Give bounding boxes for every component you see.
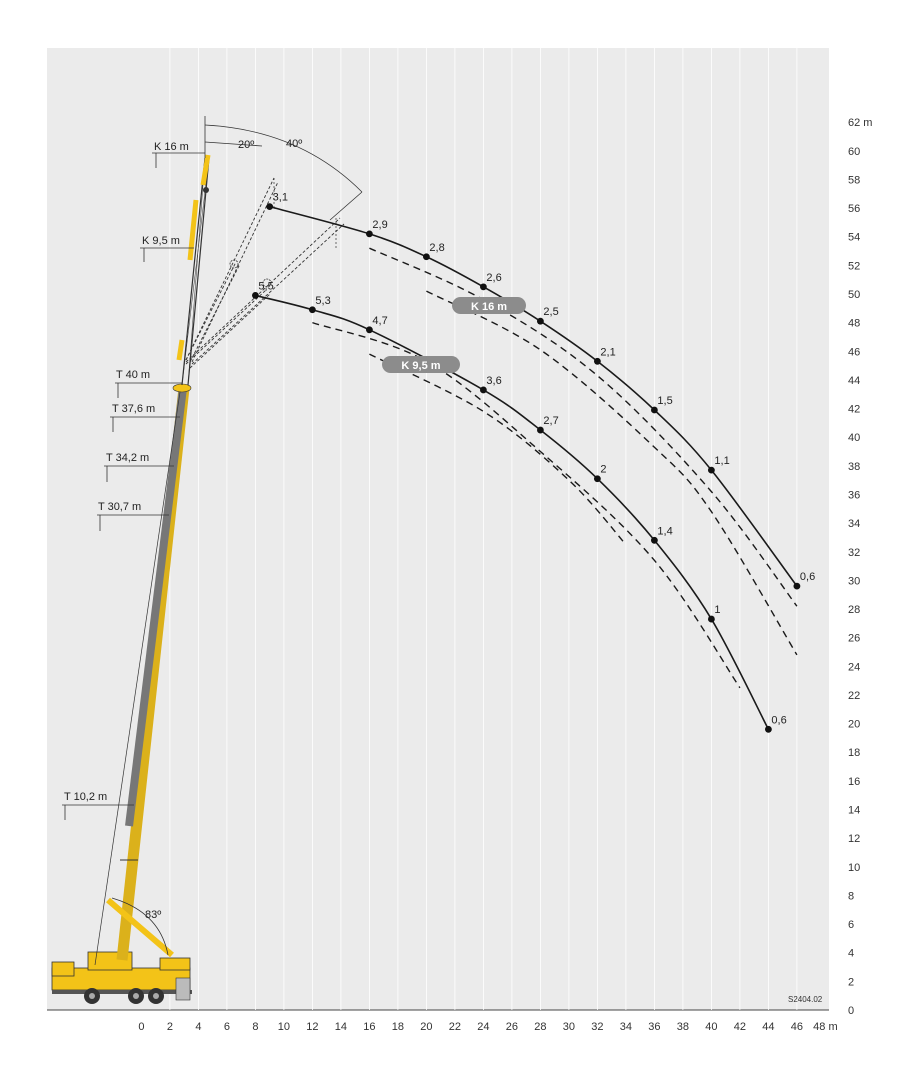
y-tick-label: 10 (848, 861, 861, 874)
x-tick-label: 24 (477, 1021, 490, 1033)
data-point (309, 306, 316, 313)
data-point-label: 2,8 (429, 241, 445, 254)
y-tick-label: 52 (848, 260, 861, 273)
y-tick-label: 44 (848, 374, 861, 387)
x-tick-label: 26 (505, 1021, 519, 1033)
data-point-label: 2,7 (543, 415, 559, 428)
x-tick-label: 30 (562, 1021, 576, 1033)
label-t40: T 40 m (116, 369, 151, 381)
x-tick-label: 48 m (813, 1021, 838, 1033)
x-tick-label: 28 (534, 1021, 547, 1033)
x-tick-label: 16 (363, 1021, 376, 1033)
y-tick-label: 22 (848, 689, 861, 702)
x-tick-label: 36 (648, 1021, 661, 1033)
x-tick-label: 6 (223, 1021, 230, 1033)
data-point (794, 583, 801, 590)
x-tick-label: 4 (195, 1021, 202, 1033)
x-tick-label: 46 (790, 1021, 804, 1033)
data-point-label: 2,9 (372, 218, 388, 231)
data-point-label: 2 (600, 463, 607, 476)
y-axis-ticks (848, 117, 872, 1017)
y-tick-label: 56 (848, 203, 861, 216)
x-axis-ticks (138, 1021, 837, 1033)
x-tick-label: 32 (591, 1021, 604, 1033)
data-point (480, 283, 487, 290)
series-pill-k9-5-text: K 9,5 m (401, 360, 441, 372)
x-tick-label: 8 (252, 1021, 259, 1033)
y-tick-label: 50 (848, 289, 861, 301)
label-k16: K 16 m (154, 141, 189, 153)
data-point (366, 230, 373, 237)
x-tick-label: 42 (733, 1021, 747, 1033)
y-tick-label: 16 (848, 775, 861, 788)
y-tick-label: 38 (848, 460, 861, 473)
y-tick-label: 26 (848, 632, 861, 645)
series-pill-k9-5 (382, 356, 460, 373)
data-point-label: 1,5 (657, 394, 673, 407)
label-t30-7: T 30,7 m (98, 501, 142, 513)
x-tick-label: 40 (705, 1021, 718, 1033)
data-point-label: 5,3 (315, 294, 331, 307)
y-tick-label: 62 m (848, 117, 873, 130)
data-point-label: 4,7 (372, 314, 388, 327)
y-tick-label: 0 (848, 1005, 855, 1017)
x-tick-label: 12 (306, 1021, 319, 1033)
data-point (252, 292, 259, 299)
label-t34-2: T 34,2 m (106, 452, 150, 464)
label-t37-6: T 37,6 m (112, 403, 156, 415)
data-point (537, 318, 544, 325)
x-tick-label: 38 (676, 1021, 690, 1033)
y-tick-label: 20 (848, 718, 861, 731)
y-tick-label: 48 (848, 317, 861, 330)
angle-20: 20º (238, 139, 255, 151)
data-point (266, 203, 273, 210)
data-point-label: 0,6 (771, 714, 787, 727)
data-point (765, 726, 772, 733)
x-tick-label: 20 (420, 1021, 433, 1033)
x-tick-label: 44 (762, 1021, 775, 1033)
data-point (708, 467, 715, 474)
y-tick-label: 46 (848, 346, 861, 359)
y-tick-label: 12 (848, 833, 861, 846)
data-point (594, 475, 601, 482)
label-k9-5: K 9,5 m (142, 235, 180, 247)
data-point (594, 358, 601, 365)
data-point-label: 0,6 (799, 571, 816, 584)
x-tick-label: 22 (448, 1021, 462, 1033)
drawing-code: S2404.02 (788, 995, 823, 1004)
data-point (537, 427, 544, 434)
data-point-label: 2,6 (486, 271, 502, 284)
y-tick-label: 58 (848, 174, 861, 187)
series-pill-k16-text: K 16 m (470, 301, 508, 313)
y-tick-label: 6 (848, 919, 855, 932)
data-point (480, 387, 487, 394)
data-point-label: 1 (714, 604, 721, 617)
data-point-label: 5,5 (258, 280, 274, 293)
x-tick-label: 2 (166, 1021, 173, 1033)
y-tick-label: 30 (848, 575, 861, 588)
x-tick-label: 10 (277, 1021, 291, 1033)
y-tick-label: 4 (848, 947, 855, 960)
x-tick-label: 0 (138, 1021, 145, 1033)
y-tick-label: 32 (848, 546, 861, 559)
data-point-label: 3,6 (486, 374, 502, 387)
y-tick-label: 2 (848, 976, 855, 989)
y-tick-label: 40 (848, 432, 861, 445)
data-point (423, 253, 430, 260)
y-tick-label: 60 (848, 145, 861, 158)
data-point-label: 2,1 (600, 346, 616, 359)
x-tick-label: 18 (391, 1021, 405, 1033)
label-t10-2: T 10,2 m (64, 791, 108, 803)
x-tick-label: 14 (334, 1021, 348, 1033)
data-point (708, 616, 715, 623)
data-point (651, 407, 658, 414)
y-tick-label: 36 (848, 489, 861, 502)
y-tick-label: 34 (848, 518, 861, 531)
y-tick-label: 24 (848, 661, 861, 674)
y-tick-label: 42 (848, 403, 861, 416)
data-point-label: 3,1 (272, 191, 288, 204)
angle-83: 83º (145, 909, 162, 921)
y-tick-label: 54 (848, 231, 861, 244)
y-tick-label: 8 (848, 890, 855, 903)
y-tick-label: 28 (848, 604, 861, 617)
series-pill-k16 (452, 297, 526, 314)
angle-40: 40º (286, 138, 303, 150)
data-point (651, 537, 658, 544)
x-tick-label: 34 (619, 1021, 633, 1033)
data-point-label: 1,1 (714, 455, 730, 468)
data-point (366, 326, 373, 333)
data-point-label: 1,4 (657, 525, 673, 538)
y-tick-label: 14 (848, 804, 861, 817)
data-point-label: 2,5 (543, 306, 559, 319)
y-tick-label: 18 (848, 747, 861, 760)
